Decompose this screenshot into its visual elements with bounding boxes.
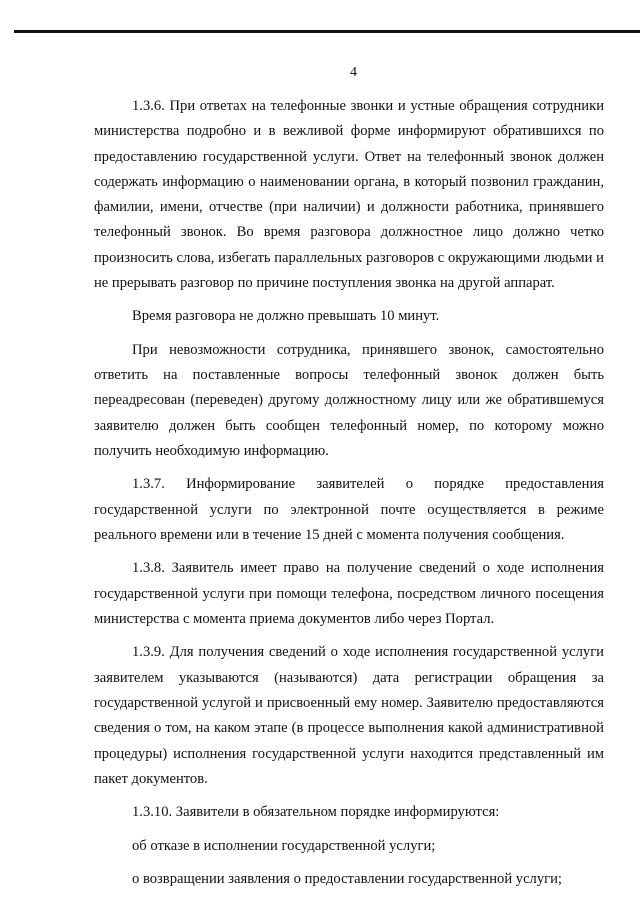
paragraph-1-3-9: 1.3.9. Для получения сведений о ходе исполнения государственной услуги заявителем указываются (называются) дата регистрации обращения за государственной услугой и присвоенный ему номер. Заявителю предоставляются сведения о том, на каком этапе (в процессе выполнения какой административной процедуры) исполнения государственной услуги находится представленный им пакет документов. [94, 644, 604, 787]
document-body [94, 94, 604, 900]
list-item-return: о возвращении заявления о предоставлении государственной услуги; [132, 871, 562, 888]
paragraph-call-redirect: При невозможности сотрудника, принявшего звонок, самостоятельно ответить на поставленные вопросы телефонный звонок должен быть переадресован (переведен) другому должностному лицу или же обратившемуся заявителю должен быть сообщен телефонный номер, по которому можно получить необходимую информацию. [94, 341, 604, 460]
top-rule [14, 30, 640, 33]
paragraph-1-3-10: 1.3.10. Заявители в обязательном порядке информируются: [132, 804, 500, 821]
paragraph-1-3-8: 1.3.8. Заявитель имеет право на получение сведений о ходе исполнения государственной услуги при помощи телефона, посредством личного посещения министерства с момента приема документов либо через Портал. [94, 560, 604, 628]
paragraph-1-3-6: 1.3.6. При ответах на телефонные звонки и устные обращения сотрудники министерства подробно и в вежливой форме информируют обратившихся по предоставлению государственной услуги. Ответ на телефонный звонок должен содержать информацию о наименовании органа, в который позвонил гражданин, фамилии, имени, отчестве (при наличии) и должности работника, принявшего телефонный звонок. Во время разговора должностное лицо должно четко произносить слова, избегать параллельных разговоров с окружающими людьми и не прерывать разговор по причине поступления звонка на другой аппарат. [94, 98, 604, 292]
paragraph-1-3-7: 1.3.7. Информирование заявителей о порядке предоставления государственной услуги по электронной почте осуществляется в режиме реального времени или в течение 15 дней с момента получения сообщения. [94, 476, 604, 544]
paragraph-call-duration: Время разговора не должно превышать 10 минут. [132, 308, 440, 325]
list-item-refusal: об отказе в исполнении государственной услуги; [132, 837, 436, 854]
page-number: 4 [350, 65, 357, 80]
